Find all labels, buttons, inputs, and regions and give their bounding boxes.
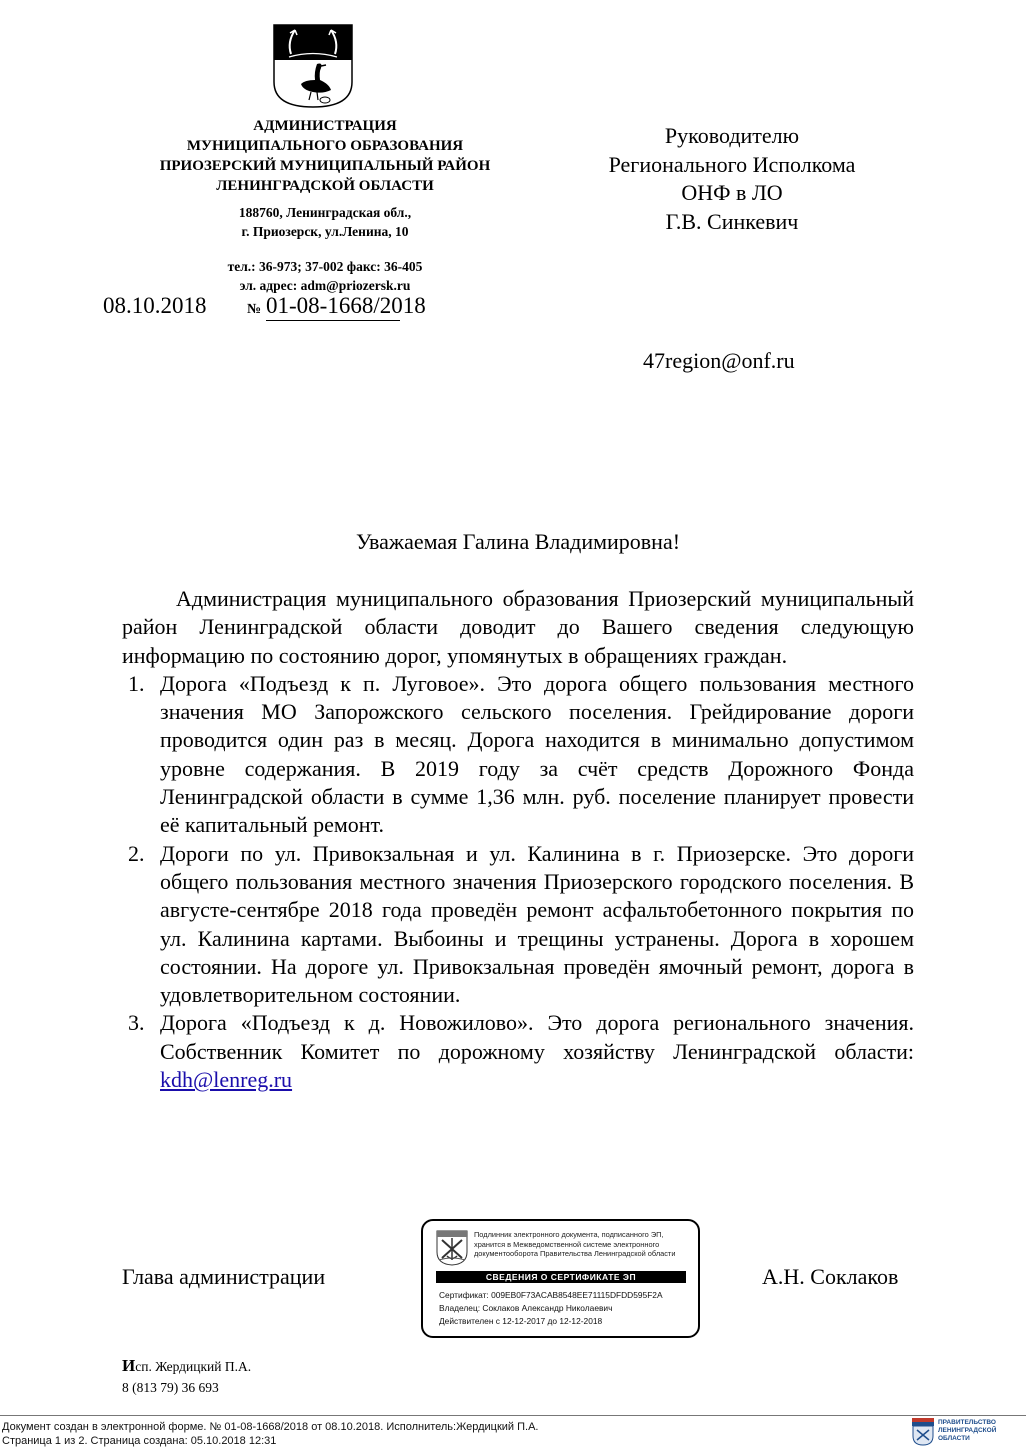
- recipient-line: ОНФ в ЛО: [681, 180, 783, 205]
- region-emblem-icon: [436, 1230, 468, 1266]
- document-date: 08.10.2018: [103, 293, 207, 318]
- list-item: [122, 1009, 914, 1094]
- certificate-number: Сертификат: 009EB0F73ACAB8548EE71115DFDD595F2A: [439, 1290, 663, 1300]
- certificate-validity: Действителен с 12-12-2017 до 12-12-2018: [439, 1316, 603, 1326]
- org-line: АДМИНИСТРАЦИЯ: [253, 118, 397, 134]
- government-logo: [912, 1418, 1022, 1448]
- committee-email-link[interactable]: kdh@lenreg.ru: [160, 1067, 293, 1093]
- list-text: Дорога «Подъезд к д. Новожилово». Это дорога регионального значения. Собственник Комитет по дорожному хозяйству Ленинградской области:: [160, 1010, 914, 1064]
- stamp-title-bar: СВЕДЕНИЯ О СЕРТИФИКАТЕ ЭП: [436, 1271, 686, 1283]
- footer-line: Страница 1 из 2. Страница создана: 05.10.2018 12:31: [2, 1435, 277, 1447]
- government-name: [938, 1419, 1022, 1442]
- footer-divider: [0, 1415, 1026, 1416]
- executor-initial: И: [122, 1356, 136, 1375]
- intro-paragraph: Администрация муниципального образования Приозерский муниципальный район Ленинградской области доводит до Вашего сведения следующую информацию по состоянию дорог, упомянутых в обращениях граждан.: [122, 586, 914, 668]
- roads-list: [122, 670, 914, 1094]
- executor-name-text: сп. Жердицкий П.А.: [135, 1359, 252, 1374]
- email-line: эл. адрес: adm@priozersk.ru: [239, 278, 411, 293]
- list-number: 3.: [128, 1010, 145, 1036]
- government-emblem-icon: [912, 1418, 934, 1446]
- list-number: 2.: [128, 840, 145, 866]
- recipient-line: Г.В. Синкевич: [665, 208, 799, 234]
- executor-phone: 8 (813 79) 36 693: [122, 1380, 219, 1395]
- address-line: 188760, Ленинградская обл.,: [238, 205, 412, 220]
- recipient-line: Регионального Исполкома: [608, 151, 856, 177]
- number-sign: №: [247, 302, 262, 317]
- gov-line: ПРАВИТЕЛЬСТВО: [938, 1419, 996, 1426]
- signatory-name: А.Н. Соклаков: [762, 1264, 899, 1289]
- org-line: ПРИОЗЕРСКИЙ МУНИЦИПАЛЬНЫЙ РАЙОН: [159, 158, 491, 174]
- phone-line: тел.: 36-973; 37-002 факс: 36-405: [227, 259, 423, 274]
- recipient-email: 47region@onf.ru: [643, 348, 795, 373]
- letter-body: [122, 585, 914, 1094]
- org-line: ЛЕНИНГРАДСКОЙ ОБЛАСТИ: [216, 178, 434, 194]
- footer-line: Документ создан в электронной форме. № 01-08-1668/2018 от 08.10.2018. Исполнитель:Жердицкий П.А.: [2, 1421, 539, 1433]
- address-line: г. Приозерск, ул.Ленина, 10: [241, 224, 409, 239]
- signatory-position: Глава администрации: [122, 1264, 326, 1289]
- list-item: [122, 840, 914, 1010]
- gov-line: ОБЛАСТИ: [938, 1434, 970, 1442]
- number-underline: [266, 320, 400, 321]
- organization-address: [120, 203, 530, 241]
- recipient-line: Руководителю: [664, 123, 800, 148]
- gov-line: ЛЕНИНГРАДСКОЙ: [938, 1426, 997, 1434]
- recipient-block: [590, 122, 874, 236]
- organization-contacts: [120, 257, 530, 295]
- salutation: Уважаемая Галина Владимировна!: [355, 529, 681, 554]
- executor-block: [122, 1355, 251, 1398]
- document-number: 01-08-1668/2018: [266, 293, 426, 318]
- certificate-owner: Владелец: Соклаков Александр Николаевич: [439, 1303, 613, 1313]
- executor-name: [122, 1355, 251, 1377]
- list-item: [122, 670, 914, 840]
- stamp-header: Подлинник электронного документа, подписанного ЭП, хранится в Межведомственной системе электронного документооборота Правительства Ленинградской области: [474, 1230, 676, 1258]
- org-line: МУНИЦИПАЛЬНОГО ОБРАЗОВАНИЯ: [186, 138, 464, 154]
- list-text: Дороги по ул. Привокзальная и ул. Калинина в г. Приозерске. Это дороги общего пользования местного значения Приозерского городского поселения. В августе-сентябре 2018 года проведён ремонт асфальтобетонного покрытия по ул. Калинина картами. Выбоины и трещины устранены. Дорога в хорошем состоянии. На дороге ул. Привокзальная проведён ямочный ремонт, дорога в удовлетворительном состоянии.: [160, 840, 914, 1008]
- list-text: Дорога «Подъезд к п. Луговое». Это дорога общего пользования местного значения МО Запорожского сельского поселения. Грейдирование дороги проводится один раз в месяц. Дорога находится в минимально допустимом уровне содержания. В 2019 году за счёт средств Дорожного Фонда Ленинградской области в сумме 1,36 млн. руб. поселение планирует провести её капитальный ремонт.: [160, 670, 914, 838]
- organization-name: [120, 116, 530, 196]
- digital-signature-stamp: [421, 1219, 700, 1338]
- footer-info: [2, 1420, 538, 1448]
- certificate-info: [439, 1289, 697, 1328]
- list-number: 1.: [128, 670, 145, 696]
- coat-of-arms-icon: [273, 24, 353, 108]
